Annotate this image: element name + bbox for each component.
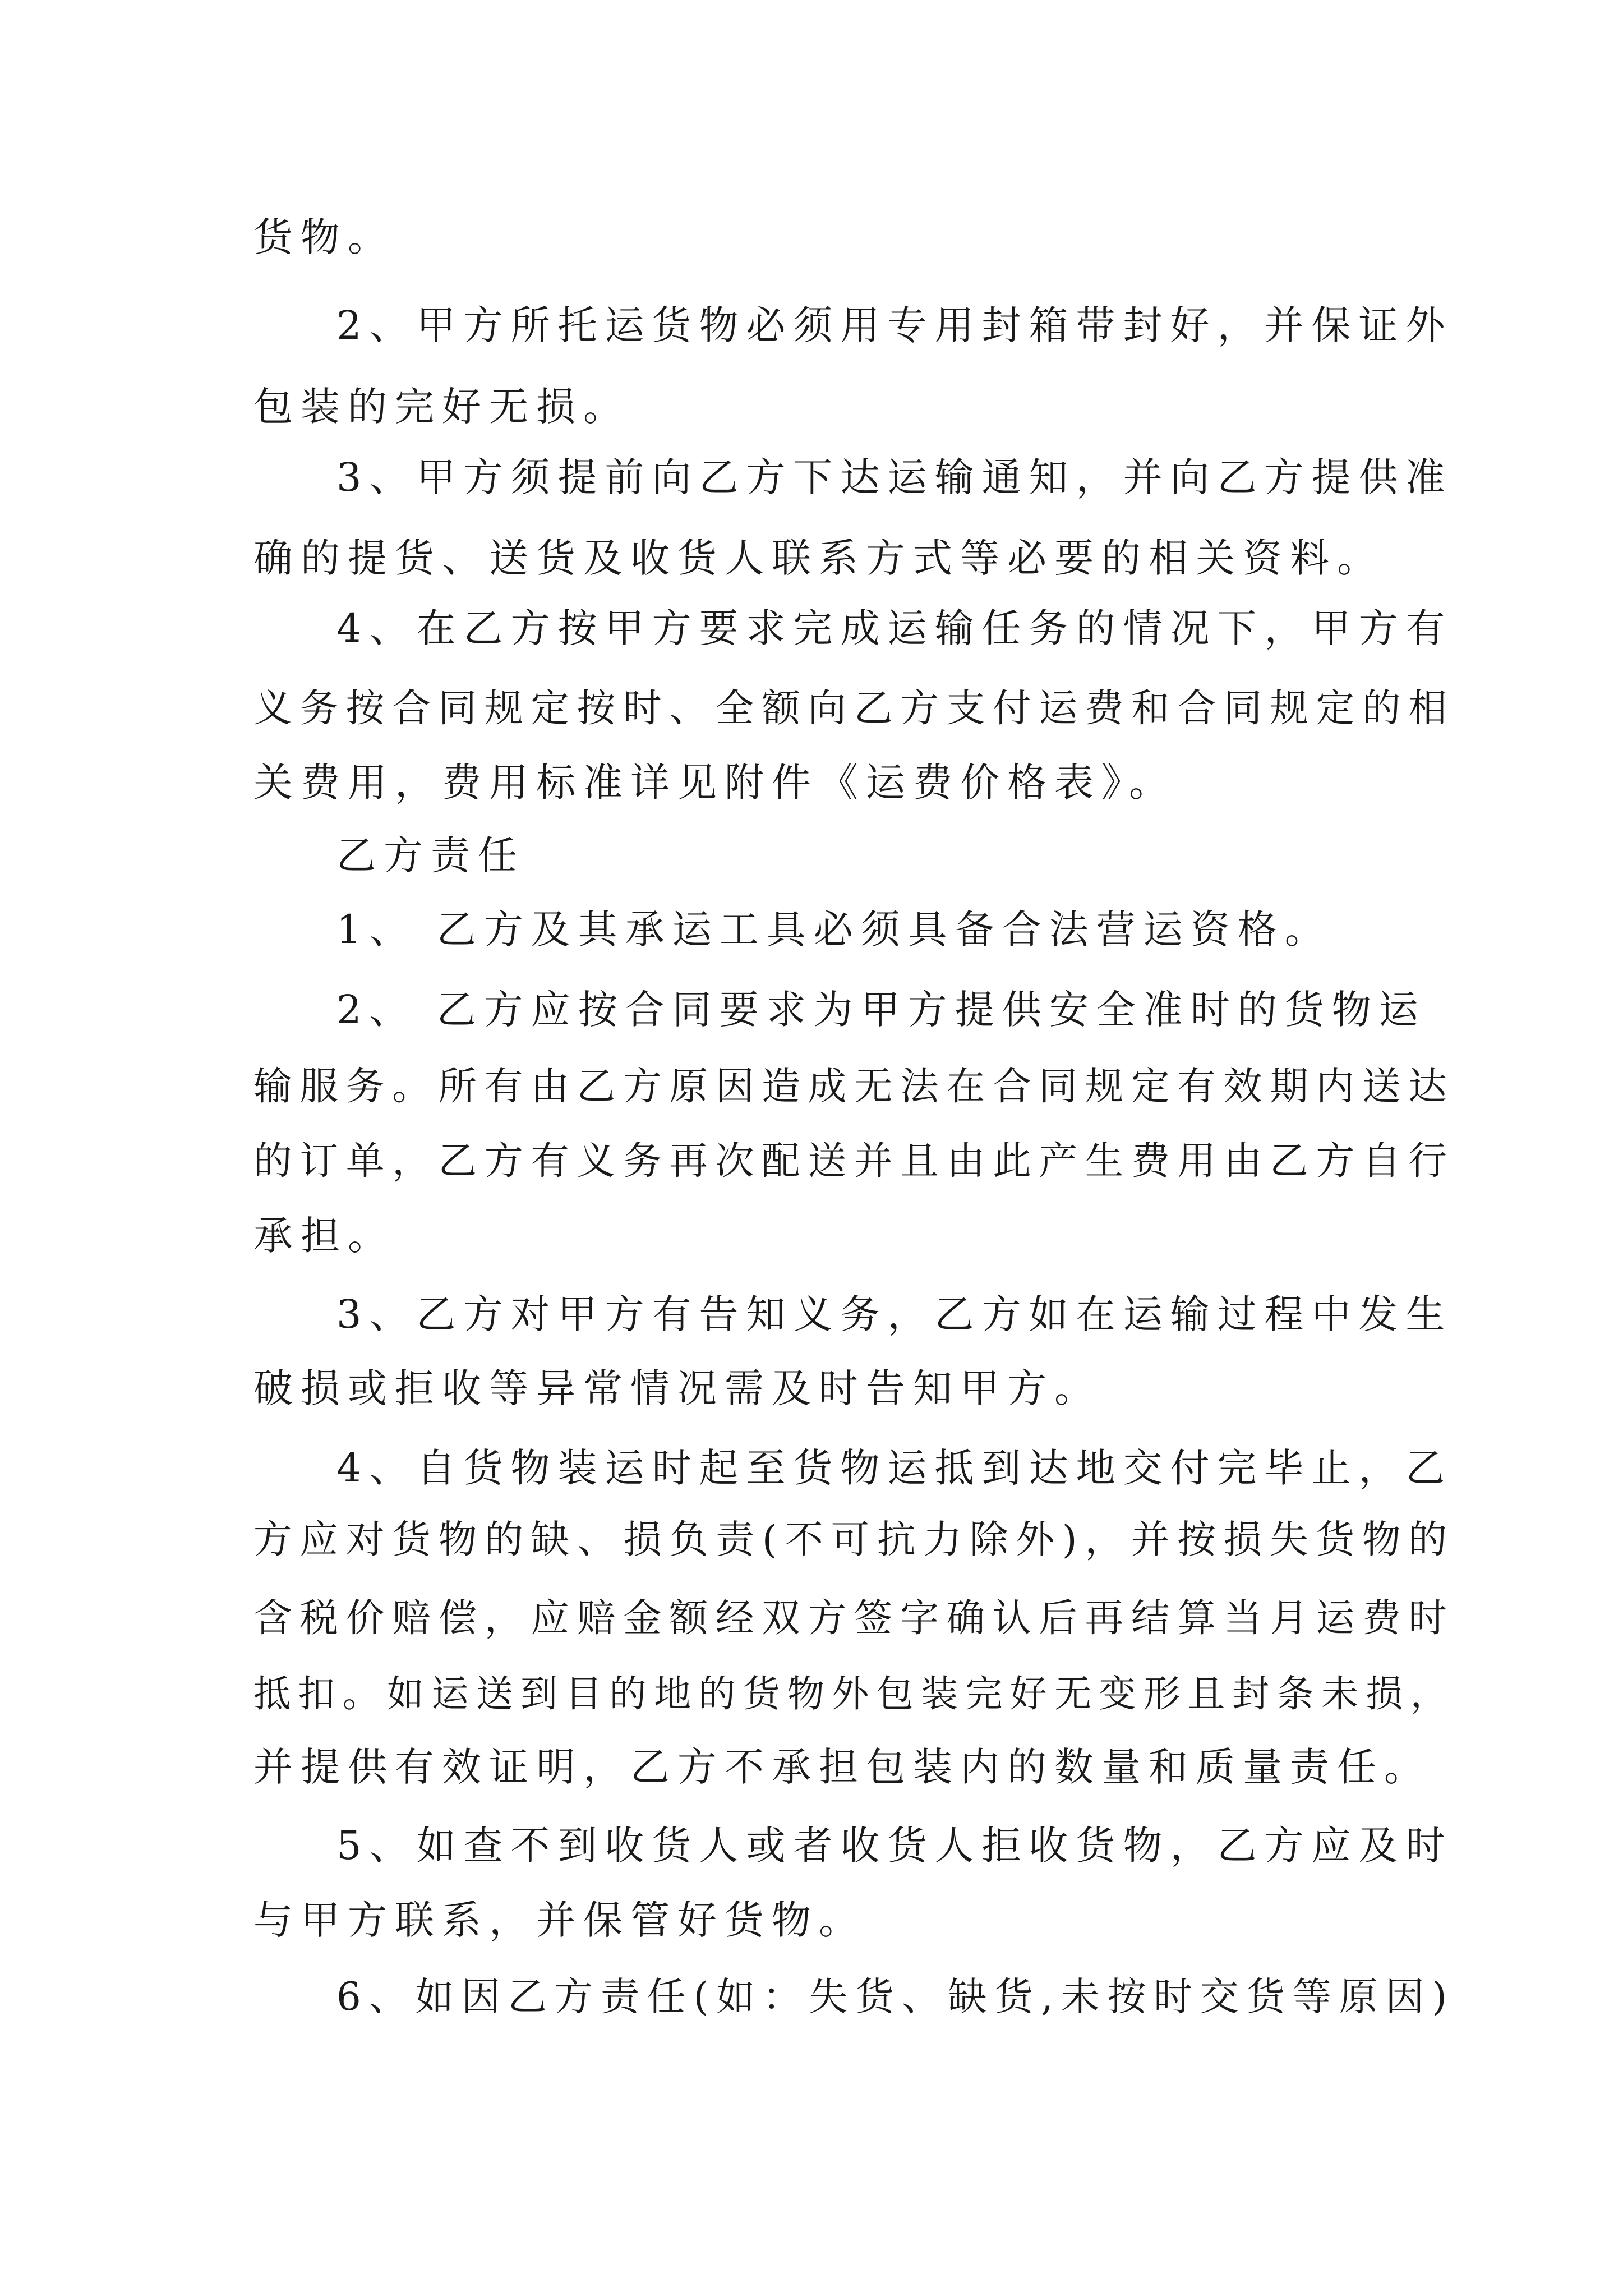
text-line: 5、如查不到收货人或者收货人拒收货物，乙方应及时 — [336, 1823, 1453, 1869]
text-line: 包装的完好无损。 — [253, 384, 630, 430]
text-line: 破损或拒收等异常情况需及时告知甲方。 — [253, 1365, 1101, 1411]
text-line: 4、在乙方按甲方要求完成运输任务的情况下，甲方有 — [336, 605, 1453, 651]
text-line: 义务按合同规定按时、全额向乙方支付运费和合同规定的相 — [253, 686, 1455, 731]
text-line: 2、甲方所托运货物必须用专用封箱带封好，并保证外 — [336, 302, 1453, 348]
text-line: 3、乙方对甲方有告知义务，乙方如在运输过程中发生 — [336, 1291, 1453, 1337]
text-line: 确的提货、送货及收货人联系方式等必要的相关资料。 — [253, 535, 1384, 581]
text-line: 1、 乙方及其承运工具必须具备合法营运资格。 — [336, 907, 1332, 953]
text-line: 含税价赔偿，应赔金额经双方签字确认后再结算当月运费时 — [253, 1596, 1455, 1641]
text-line: 并提供有效证明，乙方不承担包装内的数量和质量责任。 — [253, 1744, 1431, 1790]
text-line: 2、 乙方应按合同要求为甲方提供安全准时的货物运 — [336, 987, 1426, 1033]
text-line: 输服务。所有由乙方原因造成无法在合同规定有效期内送达 — [253, 1064, 1455, 1109]
text-line: 3、甲方须提前向乙方下达运输通知，并向乙方提供准 — [336, 454, 1453, 500]
text-line: 关费用，费用标准详见附件《运费价格表》。 — [253, 760, 1176, 806]
text-line: 承担。 — [253, 1213, 395, 1259]
text-line: 货物。 — [253, 214, 395, 260]
text-line: 方应对货物的缺、损负责(不可抗力除外)，并按损失货物的 — [253, 1517, 1455, 1562]
section-heading: 乙方责任 — [336, 832, 525, 878]
text-line: 的订单，乙方有义务再次配送并且由此产生费用由乙方自行 — [253, 1139, 1455, 1184]
text-line: 与甲方联系，并保管好货物。 — [253, 1897, 866, 1943]
text-line: 6、如因乙方责任(如：失货、缺货,未按时交货等原因) — [336, 1975, 1455, 2019]
text-line: 抵扣。如运送到目的地的货物外包装完好无变形且封条未损， — [253, 1672, 1455, 1715]
text-line: 4、自货物装运时起至货物运抵到达地交付完毕止，乙 — [336, 1445, 1453, 1491]
